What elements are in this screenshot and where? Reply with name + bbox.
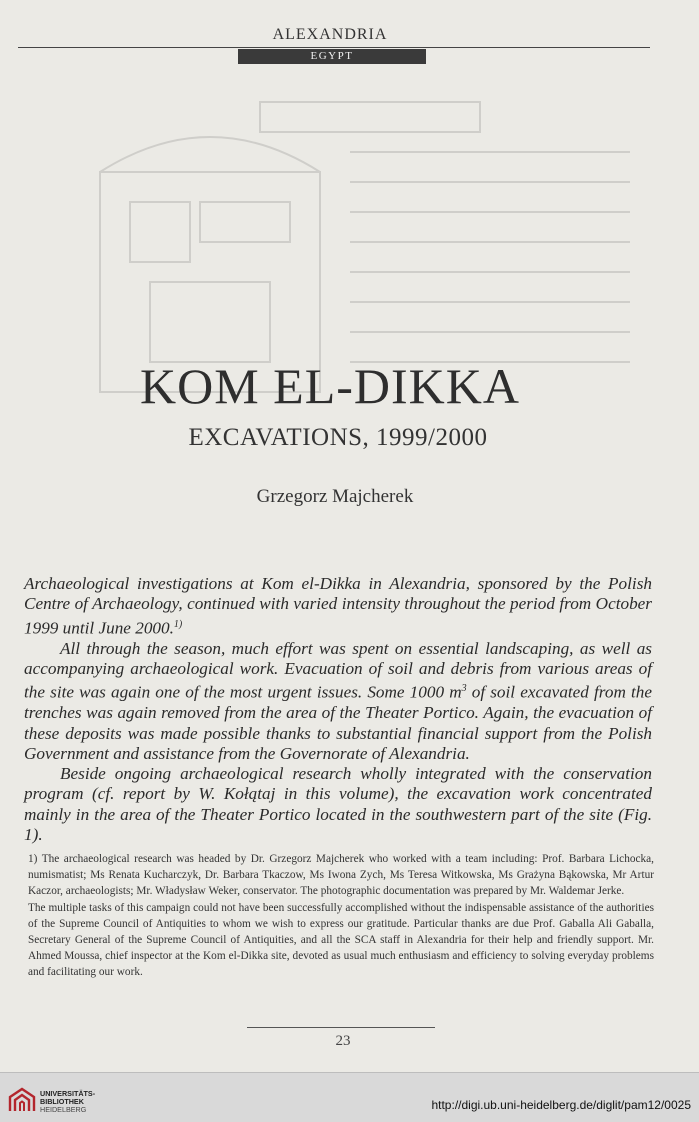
cubic-superscript: 3 — [461, 683, 467, 695]
page-number: 23 — [335, 1033, 351, 1049]
footnotes — [28, 851, 654, 981]
library-name-line-2: BIBLIOTHEK — [40, 1097, 84, 1106]
article-title: KOM EL-DIKKA — [140, 358, 520, 414]
header-rule — [18, 47, 650, 48]
library-logo-icon[interactable] — [8, 1087, 36, 1113]
running-head: ALEXANDRIA — [272, 26, 388, 43]
article-author: Grzegorz Majcherek — [256, 486, 414, 507]
library-name[interactable] — [40, 1090, 95, 1114]
footnote-1: 1) The archaeological research was headed by Dr. Grzegorz Majcherek who worked with a team including: Prof. Barbara Lichocka, numismatist; Ms Renata Kucharczyk, Dr. Barbara Tkaczow, Ms Iwona Zych, Ms Teresa Witkowska, Ms Grażyna Bąkowska, Mr Artur Kaczor, archaeologists; Mr. Władysław Weker, conservator. The photographic documentation was prepared by Mr. Waldemar Jerke. — [28, 853, 654, 898]
paragraph-3: Beside ongoing archaeological research wholly integrated with the conservation program (cf. report by W. Kołątaj in this volume), the excavation work concentrated mainly in the area of the Theater Portico located in the southwestern part of the site (Fig. 1). — [24, 764, 652, 845]
paragraph-2 — [24, 639, 652, 765]
paragraph-1-text: Archaeological investigations at Kom el-Dikka in Alexandria, sponsored by the Polish Centre of Archaeology, continued with varied intensity throughout the period from October 1999 until June 2000. — [24, 574, 652, 638]
country-label: EGYPT — [238, 49, 426, 64]
paragraph-2-text-b: of soil excavated from the trenches was again removed from the area of the Theater Portico. Again, the evacuation of these deposits was made possible thanks to substantial financial support from the Polish Government and assistance from the Governorate of Alexandria. — [24, 682, 652, 763]
article-subtitle: EXCAVATIONS, 1999/2000 — [188, 424, 488, 451]
paragraph-1 — [24, 574, 652, 639]
footnote-2: The multiple tasks of this campaign could not have been successfully accomplished without the indispensable assistance of the authorities of the Supreme Council of Antiquities to whom we wish to express our gratitude. Particular thanks are due Prof. Gaballa Ali Gaballa, Secretary General of the Supreme Council of Antiquities, and all the SCA staff in Alexandria for their help and friendly support. Mr. Ahmed Moussa, chief inspector at the Kom el-Dikka site, devoted as usual much enthusiasm and efficiency to solving everyday problems and facilitating our work. — [28, 901, 654, 979]
permalink-url[interactable]: http://digi.ub.uni-heidelberg.de/diglit/pam12/0025 — [431, 1098, 691, 1112]
paragraph-2-text-a: All through the season, much effort was spent on essential landscaping, as well as accompanying archaeological work. Evacuation of soil and debris from various areas of the site was again one of the most urgent issues. Some 1000 m — [24, 638, 652, 702]
library-name-line-1: UNIVERSITÄTS- — [40, 1089, 96, 1098]
page-number-rule — [247, 1027, 435, 1028]
article-body — [24, 574, 652, 845]
viewer-footer — [0, 1072, 699, 1122]
show-through-plan-icon — [90, 92, 650, 472]
footnote-ref-1[interactable]: 1) — [173, 618, 183, 630]
library-name-line-3: HEIDELBERG — [40, 1105, 87, 1114]
